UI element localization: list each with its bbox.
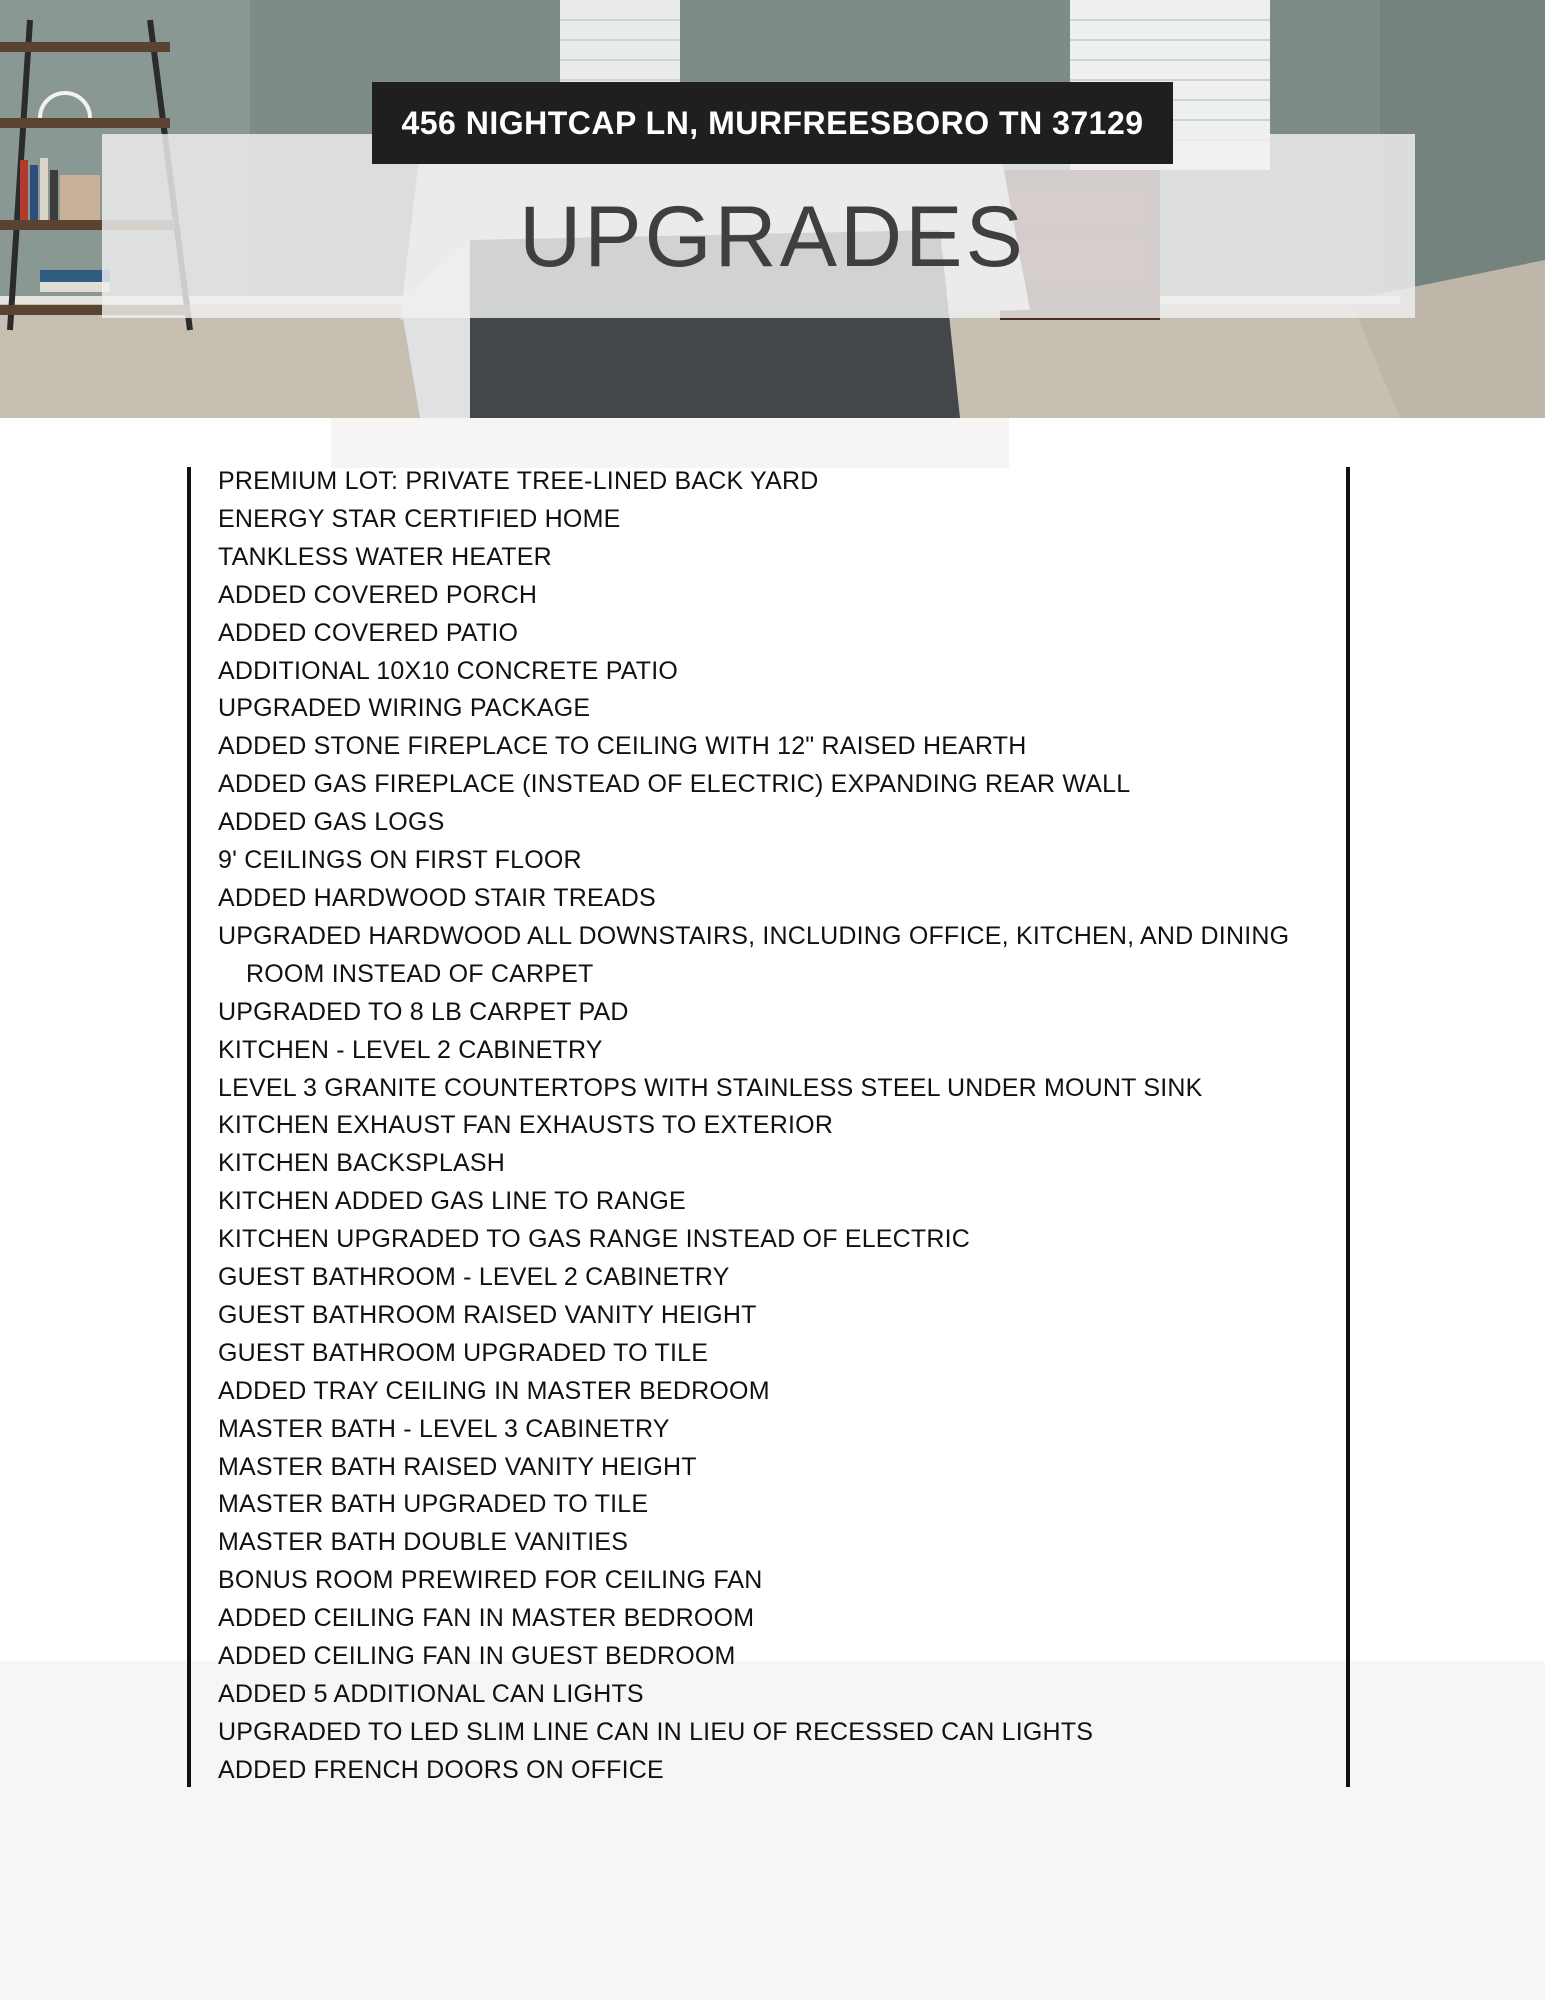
list-item: UPGRADED HARDWOOD ALL DOWNSTAIRS, INCLUDING OFFICE, KITCHEN, AND DINING ROOM INSTEAD OF CARPET [218, 921, 1290, 988]
list-item: ADDED STONE FIREPLACE TO CEILING WITH 12" RAISED HEARTH [218, 732, 1027, 761]
list-item: UPGRADED WIRING PACKAGE [218, 694, 591, 723]
list-item: MASTER BATH - LEVEL 3 CABINETRY [218, 1414, 670, 1443]
list-item: ADDED CEILING FAN IN MASTER BEDROOM [218, 1604, 755, 1633]
list-item: UPGRADED TO 8 LB CARPET PAD [218, 997, 629, 1026]
list-item: LEVEL 3 GRANITE COUNTERTOPS WITH STAINLESS STEEL UNDER MOUNT SINK [218, 1073, 1203, 1102]
list-item: GUEST BATHROOM RAISED VANITY HEIGHT [218, 1300, 757, 1329]
list-item: MASTER BATH RAISED VANITY HEIGHT [218, 1452, 697, 1481]
list-item: PREMIUM LOT: PRIVATE TREE-LINED BACK YARD [218, 467, 819, 495]
list-item: KITCHEN ADDED GAS LINE TO RANGE [218, 1187, 686, 1216]
list-item: ADDED COVERED PORCH [218, 580, 538, 609]
list-item: KITCHEN - LEVEL 2 CABINETRY [218, 1035, 603, 1064]
list-item: GUEST BATHROOM UPGRADED TO TILE [218, 1338, 709, 1367]
list-item: BONUS ROOM PREWIRED FOR CEILING FAN [218, 1566, 763, 1595]
list-item: KITCHEN EXHAUST FAN EXHAUSTS TO EXTERIOR [218, 1111, 834, 1140]
list-item: ADDED HARDWOOD STAIR TREADS [218, 883, 656, 912]
list-item: MASTER BATH UPGRADED TO TILE [218, 1490, 649, 1519]
list-item: GUEST BATHROOM - LEVEL 2 CABINETRY [218, 1263, 730, 1292]
decorative-strip [331, 418, 1009, 468]
list-item: ADDED GAS LOGS [218, 808, 445, 837]
list-item: ADDED COVERED PATIO [218, 618, 519, 647]
list-item: UPGRADED TO LED SLIM LINE CAN IN LIEU OF RECESSED CAN LIGHTS [218, 1717, 1094, 1746]
list-item: MASTER BATH DOUBLE VANITIES [218, 1528, 629, 1557]
upgrades-list [218, 463, 1338, 1790]
list-item: ENERGY STAR CERTIFIED HOME [218, 504, 621, 533]
list-item: ADDED CEILING FAN IN GUEST BEDROOM [218, 1642, 736, 1671]
list-item: ADDED GAS FIREPLACE (INSTEAD OF ELECTRIC) EXPANDING REAR WALL [218, 770, 1131, 799]
list-item: KITCHEN BACKSPLASH [218, 1149, 506, 1178]
property-address: 456 NIGHTCAP LN, MURFREESBORO TN 37129 [372, 82, 1173, 164]
list-item: 9' CEILINGS ON FIRST FLOOR [218, 846, 582, 875]
list-item: KITCHEN UPGRADED TO GAS RANGE INSTEAD OF ELECTRIC [218, 1225, 971, 1254]
list-item: TANKLESS WATER HEATER [218, 542, 552, 571]
list-item: ADDITIONAL 10X10 CONCRETE PATIO [218, 656, 679, 685]
list-item: ADDED FRENCH DOORS ON OFFICE [218, 1755, 664, 1784]
list-item: ADDED TRAY CEILING IN MASTER BEDROOM [218, 1376, 770, 1405]
list-item: ADDED 5 ADDITIONAL CAN LIGHTS [218, 1680, 644, 1708]
page-title: UPGRADES [519, 189, 1026, 285]
